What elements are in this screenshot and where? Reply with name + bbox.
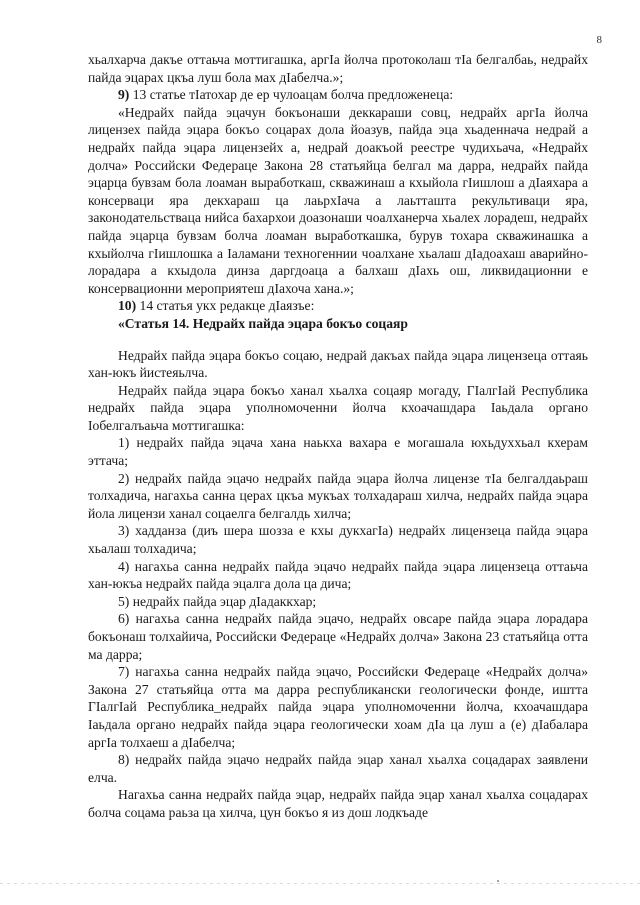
list-item: 5) недрайх пайда эцар дIадаккхар; (118, 593, 317, 609)
list-item: 2) недрайх пайда эцачо недрайх пайда эцара йолча лицензе тIа белгалдаьраш толхадича, нагахьа санна церах цкъа мукъах толхадараш хилча, недрайх пайда эцара йола лицензи ханал соцаелга белгалдь хилча; (88, 470, 588, 521)
page-number: 8 (596, 34, 602, 46)
list-item: 3) хадданза (диъ шера шозза е кхы дукхагIа) недрайх лицензеца пайда эцара хьалаш толхадича; (88, 523, 588, 557)
paragraph-body: Нагахьа санна недрайх пайда эцар, недрайх пайда эцар ханал хьалха соцадарах болча соцама раьза ца хилча, цун бокъо я из дош лодкъаде (88, 787, 588, 820)
paragraph-body: Недрайх пайда эцара бокъо ханал хьалха соцаяр могаду, ГIалгIай Республика недрайх пайда эцара уполномоченни йолча кхоачашдара Iаьдала органо Iобелгалъаьча моттигашка: (88, 382, 588, 433)
article-heading: «Статья 14. Недрайх пайда эцара бокъо соцаяр (118, 315, 408, 331)
paragraph-item-10: 10) 14 статья укх редакце дIаязъе: (118, 298, 315, 314)
list-item: 4) нагахьа санна недрайх пайда эцачо недрайх пайда эцара лицензеца оттаьча хан-юкъа недрайх пайда эцалга дола ца дича; (88, 558, 588, 592)
list-item: 1) недрайх пайда эцача хана наькха вахара е могашала юхьдуххьал кхерам эттача; (88, 435, 588, 469)
scan-artifact-line (0, 883, 640, 884)
paragraph-continuation: хьалхарча дакъе оттаьча моттигашка, аргIа йолча протоколаш тIа белгалбаь, недрайх пайда эцарах цкъа луш бола мах дIабелча.»; (88, 52, 588, 85)
list-item: 7) нагахьа санна недрайх пайда эцачо, Российски Федераце «Недрайх долча» Закона 27 статьяйца отта ма дарра республикански геологически фонде, иштта ГIалгIай Республика_недрайх пайда эцара уполномоченни йолча, кхоачашдара Iаьдала органо недрайх пайда эцара геологически хоам дIа ца луш а (е) дIабалара аргIа толхаеш а дIабелча; (88, 664, 588, 750)
list-item: 6) нагахьа санна недрайх пайда эцачо, недрайх овсаре пайда эцара лорадара бокъонаш толхайича, Российски Федераце «Недрайх долча» Закона 23 статьяйца отта ма дарра; (88, 611, 588, 662)
document-body (88, 51, 588, 822)
paragraph-quote: «Недрайх пайда эцачун бокъонаши деккараши совц, недрайх аргIа йолча лицензех пайда эцара бокъо соцарах дола йоазув, пайда эца хьаденнача недрай а недрайх пайда эцара лицензейх а, недрай доакъой реестре чудихьача, «Недрайх долча» Российски Федераце Закона 28 статьяйца белгал ма дарра, недрайх пайда эцарца бувзам бола лоаман выработкаш, скважинаш а кхыйола гIишлош а дIаяхара а консерваци яра декхараш ца лаьрхIача а лаьтташта рекультиваци яра, законодательстваца нийса бахархои доазонаши чоалханерча хьалех лорадеш, недрайх пайда эцарца бувзам болча лоаман выработкашка, бурув тохара скважинашка а кхыйолча гIишлошка а Iаламани техногеннии чоалхане хьалаш дIадоахаш аварийно-лорадара а кхыдола динза даргдоаца а балхаш дIахь ош, ликвидационни е консервационни мероприятеш дIахочa хана.»; (88, 104, 588, 296)
list-item: 8) недрайх пайда эцачо недрайх пайда эцар ханал хьалха соцадарах заявлени елча. (88, 752, 588, 785)
scan-artifact-dot (497, 880, 499, 882)
paragraph-body: Недрайх пайда эцара бокъо соцаю, недрай дакъах пайда эцара лицензеца оттаяь хан-юкъ йистеяьлча. (88, 347, 588, 381)
paragraph-item-9: 9) 13 статье тIатохар де ер чулоацам болча предложенеца: (118, 87, 454, 103)
